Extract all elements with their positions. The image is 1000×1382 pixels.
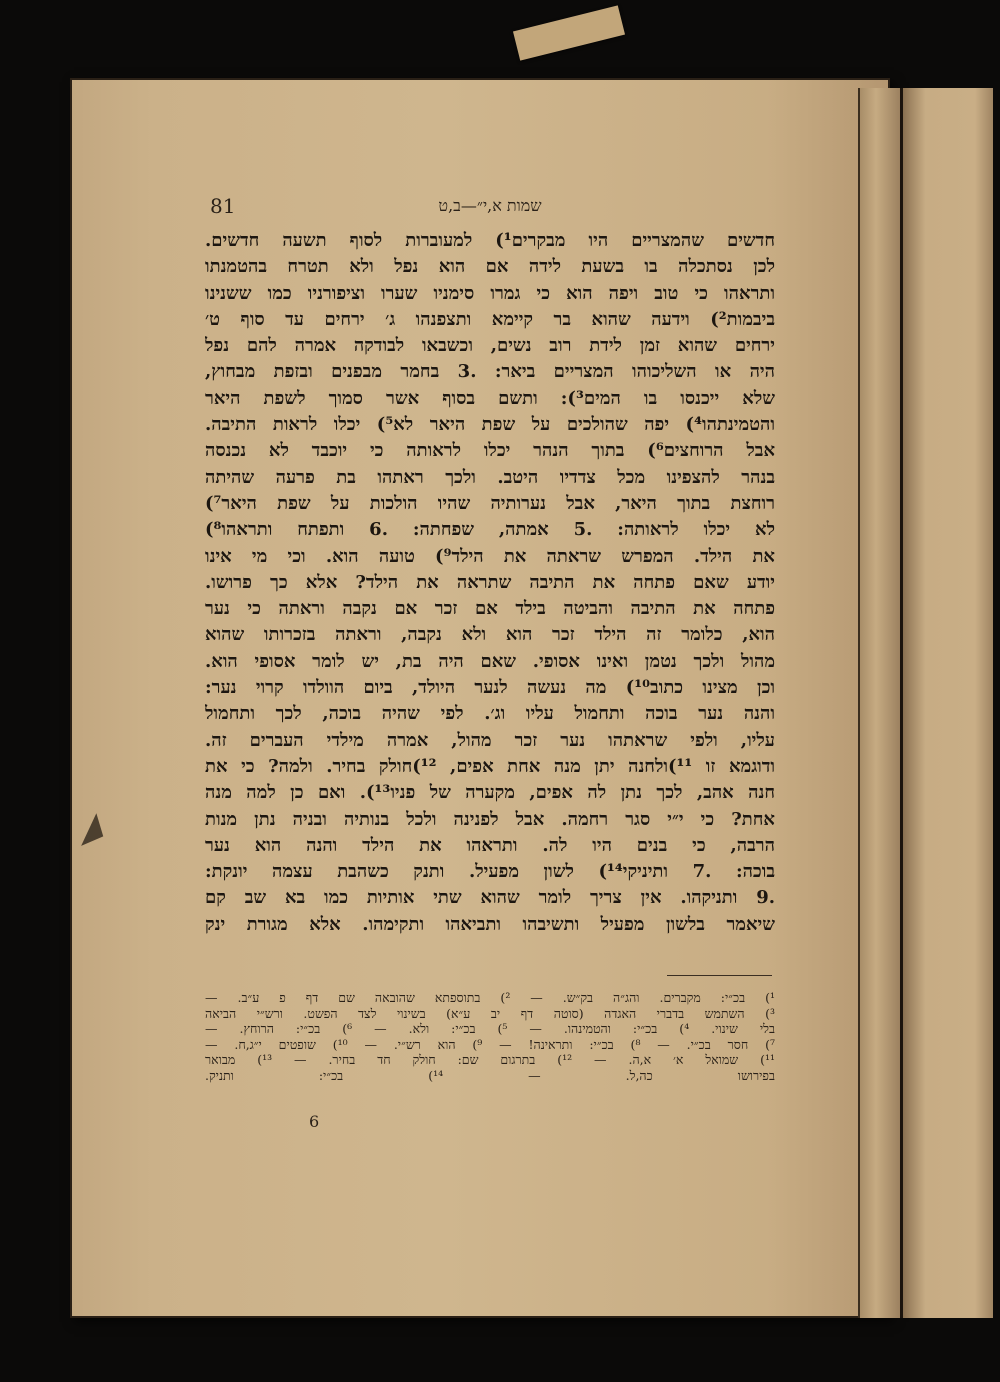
text-line: שלא ייכנסו בו המים³): ותשם בסוף אשר סמוך לשפת היאר xyxy=(205,387,775,409)
text-line: וכן מצינו כתוב¹⁰) מה נעשה לנער היולד, ביום הוולדו קרוי נער: xyxy=(205,677,775,699)
running-head: שמות א,י״—ב,ט xyxy=(438,196,542,215)
page-header xyxy=(200,194,770,222)
text-line: הרבה, כי בנים היו לה. ותראהו את הילד והנה הוא נער xyxy=(205,834,775,856)
text-line: לא יכלו לראותה: .5 אמתה, שפחתה: .6 ותפתח ותראהו⁸) xyxy=(205,519,775,541)
text-line: עליו, ולפי שראתהו נער זכר מהול, אמרה מילדי העברים זה. xyxy=(205,729,775,751)
footnote-separator xyxy=(667,975,772,976)
text-line: היה או השליכוהו המצריים ביאר: .3 בחמר מבפנים ובזפת מבחוץ, xyxy=(205,361,775,383)
text-line: הוא, כלומר זה הילד זכר הוא ולא נקבה, וראתה בזכרותו שהוא xyxy=(205,624,775,646)
text-line: פתחה את התיבה והביטה בילד אם זכר אם נקבה וראתה כי נער xyxy=(205,598,775,620)
text-line: ודוגמא זו ¹¹)ולחנה יתן מנה אחת אפים, ¹²)חולק בחיר. ולמה? כי את xyxy=(205,755,775,777)
text-line: והטמינתהו⁴) יפה שהולכים על שפת היאר לא⁵) יכלו לראות התיבה. xyxy=(205,414,775,436)
page-number: 81 xyxy=(210,194,236,218)
text-line: שיאמר בלשון מפעיל ותשיבהו ותביאהו ותקימהו. אלא מגורת ינק xyxy=(205,913,775,935)
main-text xyxy=(205,228,775,938)
footnote-line: ³) השתמש בדברי האגדה (סוטה דף יב ע״א) בשינוי לצד הפשט. ורש״י הביאה xyxy=(205,1005,775,1021)
text-line: ותראהו כי טוב ויפה הוא כי גמרו סימניו שערו וציפורניו כמו ששנינו xyxy=(205,282,775,304)
torn-paper-strip xyxy=(513,5,625,60)
text-line: מהול ולכך נטמן ואינו אסופי. שאם היה בת, יש לומר אסופי הוא. xyxy=(205,650,775,672)
text-line: רוחצת בתוך היאר, אבל נערותיה שהיו הולכות על שפת היאר⁷) xyxy=(205,492,775,514)
footnote-line: בפירושו כה,ל. — ¹⁴) בכ״י: ותניק. xyxy=(205,1067,775,1083)
text-line: ביבמות²) וידעה שהוא בר קיימא ותצפנהו ג׳ ירחים עד סוף ט׳ xyxy=(205,308,775,330)
footnote-line: ⁷) חסר בכ״י. — ⁸) בכ״י: ותראינה! — ⁹) הוא רש״י. — ¹⁰) שופטים י״ג,ח. — xyxy=(205,1036,775,1052)
footnotes xyxy=(205,990,775,1083)
text-line: אחת? כי י״י סגר רחמה. אבל לפנינה ולכל בנותיה ובניה נתן מנות xyxy=(205,808,775,830)
back-page-edge xyxy=(900,88,993,1318)
text-line: חנה אהב, לכך נתן לה אפים, מקערה של פניו¹³). ואם כן למה מנה xyxy=(205,782,775,804)
text-line: ירחים שהוא זמן לידת רוב נשים, וכשבאו לבודקה אמרה להם נפל xyxy=(205,335,775,357)
signature-mark: 6 xyxy=(309,1112,320,1131)
text-line: את הילד. המפרש שראתה את הילד⁹) טועה הוא. וכי מי אינו xyxy=(205,545,775,567)
page-fold-edge xyxy=(858,88,900,1318)
text-line: אבל הרוחצים⁶) בתוך הנהר יכלו לראותה כי יוכבד לא נכנסה xyxy=(205,440,775,462)
footnote-line: ¹¹) שמואל א׳ א,ה. — ¹²) בתרגום שם: חולק חד בחיר. — ¹³) מבואר xyxy=(205,1052,775,1067)
text-line: לכן נסתכלה בו בשעת לידה אם הוא נפל ולא תטרח בהטמנתו xyxy=(205,256,775,278)
text-line: והנה נער בוכה ותחמול עליו וג׳. לפי שהיה בוכה, לכך ותחמול xyxy=(205,703,775,725)
text-line: חדשים שהמצריים היו מבקרים¹) למעוברות לסוף תשעה חדשים. xyxy=(205,230,775,251)
footnote-line: בלי שינוי. ⁴) בכ״י: והטמינהו. — ⁵) בכ״י: ולא. — ⁶) בכ״י: הרוחץ. — xyxy=(205,1021,775,1036)
text-line: .9 ותניקהו. אין צריך לומר שהוא שתי אותיות כמו בא שב קם xyxy=(205,887,775,909)
text-line: בוכה: .7 ותיניקי¹⁴) לשון מפעיל. ותנק כשהבת עצמה יונקת: xyxy=(205,861,775,883)
text-line: בנהר להצפינו מכל צדדיו היטב. ולכך ראתהו בת פרעה שהיתה xyxy=(205,466,775,488)
footnote-line: ¹) בכ״י: מקברים. והג״ה בק״ש. — ²) בתוספתא שהובאה שם דף פ ע״ב. — xyxy=(205,990,775,1005)
text-line: יודע שאם פתחה את התיבה שתראה את הילד? אלא כך פרושו. xyxy=(205,571,775,593)
